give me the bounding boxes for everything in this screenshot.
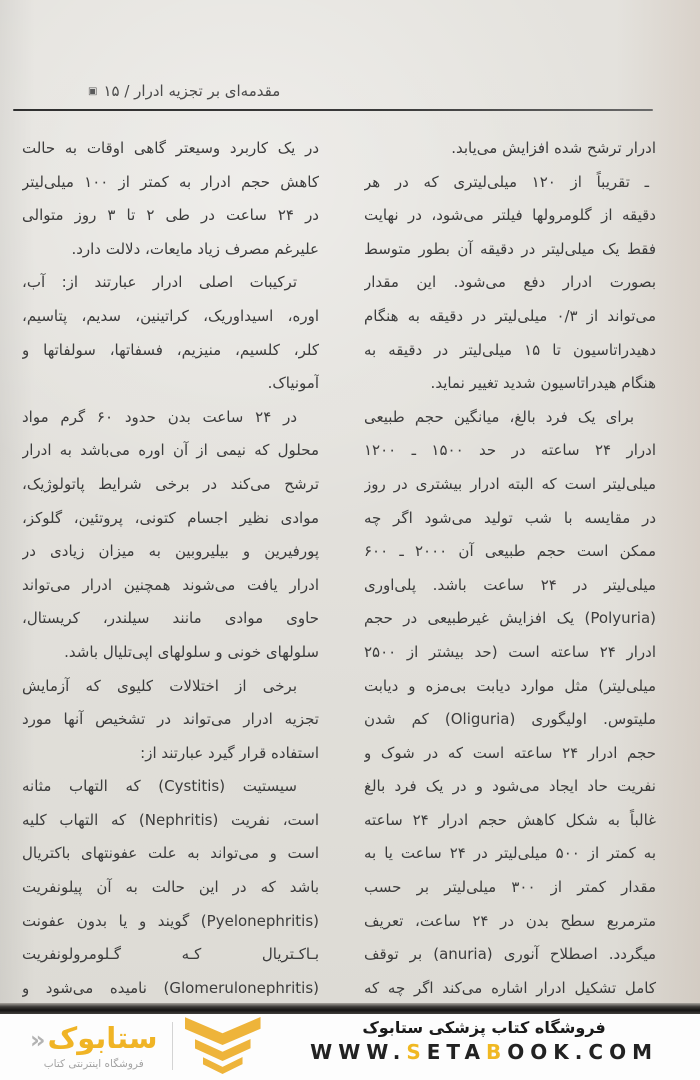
book-chevrons-icon xyxy=(185,1017,261,1074)
text-line: ادرار یافت می‌شوند همچنین ادرار می‌تواند xyxy=(22,575,319,594)
url-letter: O xyxy=(530,1040,554,1064)
text-line: ـ تقریباً از ۱۲۰ میلی‌لیتری که در هر xyxy=(364,172,649,191)
url-letter: B xyxy=(486,1040,508,1064)
page-edge-shadow xyxy=(0,1003,700,1014)
text-line: ادرار ترشح شده افزایش می‌یابد. xyxy=(451,139,656,157)
text-line: تجزیه ادرار می‌تواند در تشخیص آنها مورد xyxy=(22,710,319,729)
text-line: ملیتوس. اولیگوری (Oliguria) کم شدن xyxy=(364,710,656,729)
text-line: ادرار ۲۴ ساعته در حد ۱۵۰۰ ـ ۱۲۰۰ xyxy=(364,441,656,460)
text-line: فقط یک میلی‌لیتر در دقیقه آن بطور متوسط xyxy=(364,239,656,258)
url-letter: W xyxy=(310,1040,339,1064)
url-letter: W xyxy=(366,1040,393,1064)
footer-banner xyxy=(0,1003,700,1080)
url-letter: C xyxy=(588,1040,610,1064)
page-header xyxy=(88,82,280,100)
text-line: کاهش حجم ادرار به کمتر از ۱۰۰ میلی‌لیتر xyxy=(22,172,319,191)
logo-subtitle: فروشگاه اینترنتی کتاب xyxy=(43,1057,144,1070)
text-line: اوره، اسیداوریک، کراتینین، سدیم، پتاسیم، xyxy=(22,306,319,325)
text-line: بصورت ادرار دفع می‌شود. این مقدار xyxy=(364,273,656,292)
text-column-right xyxy=(364,132,656,1003)
text-line: محلول که نیمی از آن اوره می‌باشد به ادرار xyxy=(22,441,319,460)
text-line: حاوی موادی مانند سیلندر، کریستال، xyxy=(22,609,319,628)
url-letter: . xyxy=(392,1040,407,1064)
header-rule xyxy=(13,109,653,111)
footer-content xyxy=(0,1014,700,1080)
text-line: ادرار ۲۴ ساعته است (حد بیشتر از ۲۵۰۰ xyxy=(364,642,656,661)
text-line: در یک کاربرد وسیعتر گاهی اوقات به حالت xyxy=(22,139,319,157)
url-letter: K xyxy=(553,1040,575,1064)
text-line: حجم ادرار ۲۴ ساعته است که در شوک و xyxy=(364,743,656,762)
url-letter: S xyxy=(406,1040,427,1064)
url-letter: W xyxy=(338,1040,367,1064)
text-line: غالباً به شکل کاهش حجم ادرار ۲۴ ساعته xyxy=(364,810,656,829)
text-line: سیستیت (Cystitis) که التهاب مثانه xyxy=(22,777,297,796)
website-url xyxy=(310,1040,658,1064)
text-line: برخی از اختلالات کلیوی که آزمایش xyxy=(22,676,297,695)
url-letter: . xyxy=(574,1040,589,1064)
text-line: علیرغم مصرف زیاد مایعات، دلالت دارد. xyxy=(71,239,319,258)
text-line: می‌تواند از ۰/۳ میلی‌لیتر در دقیقه به هنگام xyxy=(364,306,656,325)
text-line: مقدار کمتر از ۳۰۰ میلی‌لیتر بر حسب xyxy=(364,878,656,897)
logo-guillemet-icon: « xyxy=(30,1025,46,1054)
text-line: میلی‌لیتر در ۲۴ ساعت باشد. پلی‌اوری xyxy=(364,575,656,594)
text-line: است، نفریت (Nephritis) که التهاب کلیه xyxy=(22,810,319,829)
text-line: برای یک فرد بالغ، میانگین حجم طبیعی xyxy=(364,407,634,426)
text-line: آمونیاک. xyxy=(267,374,319,393)
url-letter: T xyxy=(446,1040,465,1064)
text-line: است و می‌تواند به علت عفونتهای باکتریال xyxy=(22,844,319,863)
text-line: باشد که در این حالت به آن پیلونفریت xyxy=(22,878,319,897)
text-line: استفاده قرار گیرد عبارتند از: xyxy=(140,743,319,762)
text-line: هنگام هیدراتاسیون شدید تغییر نماید. xyxy=(430,374,656,393)
text-line: میلی‌لیتر) مثل موارد دیابت بی‌مزه و دیابت xyxy=(364,676,656,695)
text-line: (Polyuria) یک افزایش غیرطبیعی در حجم xyxy=(364,609,656,628)
url-letter: O xyxy=(507,1040,531,1064)
text-line: (Glomerulonephritis) نامیده می‌شود و xyxy=(22,978,319,997)
text-line: بـاکـتریال کـه گـلومرولونفریت xyxy=(22,945,319,964)
logo-wordmark-block xyxy=(30,1022,158,1070)
setabook-logo xyxy=(30,1017,261,1074)
text-line: ممکن است حجم طبیعی آن ۲۰۰۰ ـ ۶۰۰ xyxy=(364,542,656,561)
url-letter: E xyxy=(426,1040,447,1064)
text-line: کلر، کلسیم، منیزیم، فسفاتها، سولفاتها و xyxy=(22,340,319,359)
url-letter: A xyxy=(464,1040,486,1064)
text-line: دهیدراتاسیون تا ۱۵ میلی‌لیتر در دقیقه به xyxy=(364,340,656,359)
text-line: در ۲۴ ساعت در طی ۲ تا ۳ روز متوالی xyxy=(22,206,319,225)
text-line: مترمربع سطح بدن در ۲۴ ساعت، تعریف xyxy=(364,911,656,930)
text-line: میلی‌لیتر است که البته ادرار بیشتری در روز xyxy=(364,474,656,493)
text-column-left xyxy=(22,132,319,1003)
logo-divider xyxy=(172,1022,173,1070)
text-line: (Pyelonephritis) گویند و یا بدون عفونت xyxy=(22,911,319,930)
text-line: موادی نظیر اجسام کتونی، پروتئین، گلوکز، xyxy=(22,508,319,527)
url-letter: O xyxy=(609,1040,633,1064)
text-line: سلولهای خونی و سلولهای اپی‌تلیال باشد. xyxy=(64,642,319,661)
text-line: میگردد. اصطلاح آنوری (anuria) بر توقف xyxy=(364,945,656,964)
text-line: دقیقه از گلومرولها فیلتر می‌شود، در نهایت xyxy=(364,206,656,225)
running-title: مقدمه‌ای بر تجزیه ادرار / ۱۵ xyxy=(103,82,281,100)
logo-wordmark-text: ستابوک xyxy=(47,1020,158,1055)
url-letter: M xyxy=(632,1040,658,1064)
text-line: ترشح می‌کند در برخی شرایط پاتولوژیک، xyxy=(22,474,319,493)
store-block xyxy=(310,1018,658,1064)
text-line: کامل تشکیل ادرار اشاره می‌کند اگر چه که xyxy=(364,978,656,997)
text-line: نفریت حاد ایجاد می‌شود و در یک فرد بالغ xyxy=(364,777,656,796)
logo-wordmark xyxy=(30,1022,158,1056)
text-line: در مقایسه با شب تولید می‌شود اگر چه xyxy=(364,508,656,527)
text-line: به کمتر از ۵۰۰ میلی‌لیتر در ۲۴ ساعت یا به xyxy=(364,844,656,863)
header-square-ornament-icon: ▣ xyxy=(88,86,98,97)
text-line: در ۲۴ ساعت بدن حدود ۶۰ گرم مواد xyxy=(22,407,297,426)
store-name: فروشگاه کتاب پزشکی ستابوک xyxy=(362,1018,606,1037)
text-line: پورفیرین و بیلیروبین به میزان زیادی در xyxy=(22,542,319,561)
text-line: ترکیبات اصلی ادرار عبارتند از: آب، xyxy=(22,273,297,292)
